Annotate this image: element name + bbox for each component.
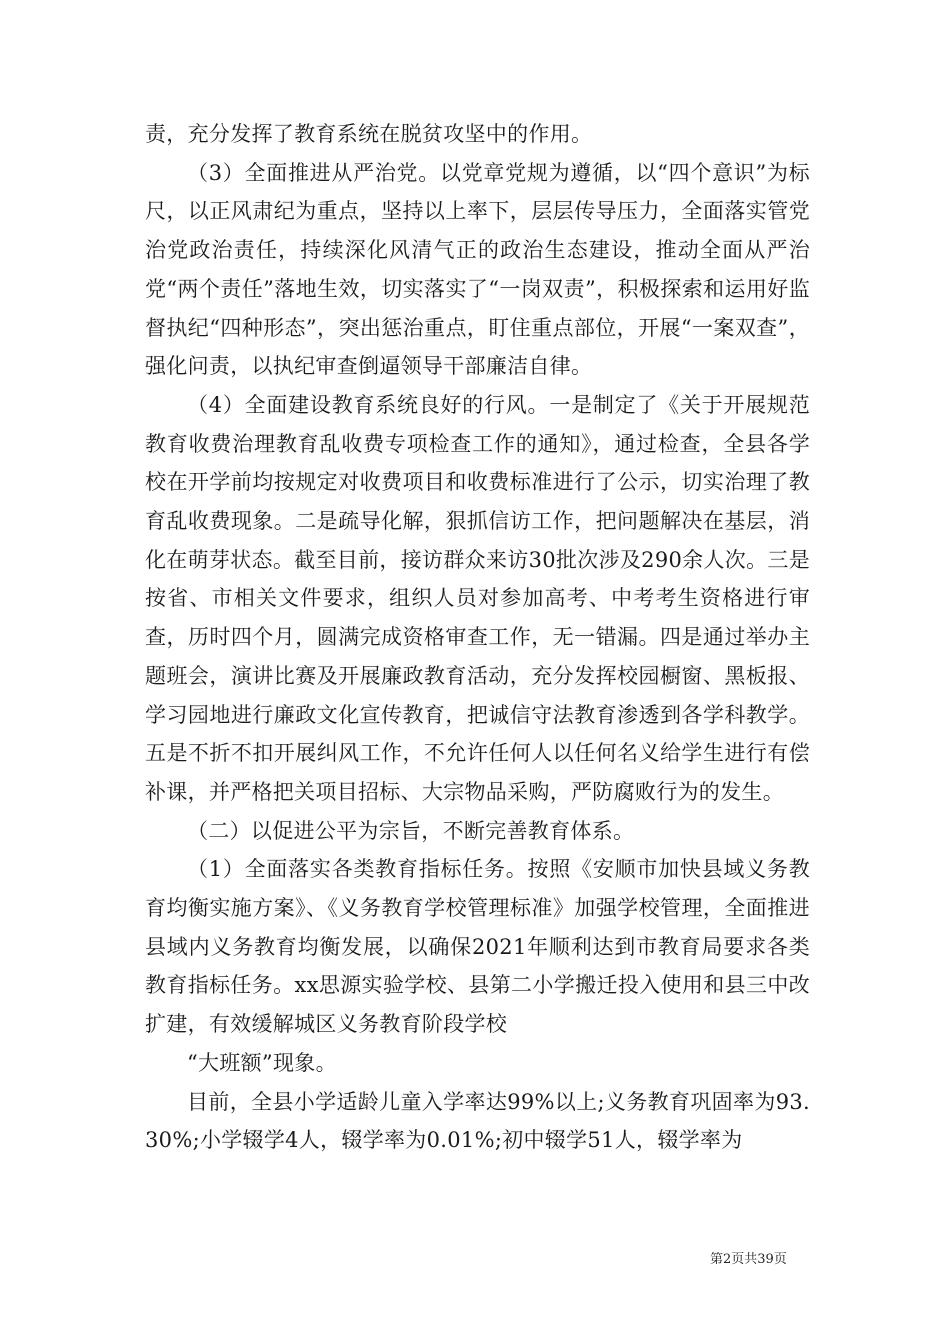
paragraph-conduct: （4）全面建设教育系统良好的行风。一是制定了《关于开展规范教育收费治理教育乱收费专项检查工作的通知》，通过检查，全县各学校在开学前均按规定对收费项目和收费标准进行了公示，切实治理了教育乱收费现象。二是疏导化解，狠抓信访工作，把问题解决在基层，消化在萌芽状态。截至目前，接访群众来访30批次涉及290余人次。三是按省、市相关文件要求，组织人员对参加高考、中考考生资格进行审查，历时四个月，圆满完成资格审查工作，无一错漏。四是通过举办主题班会，演讲比赛及开展廉政教育活动，充分发挥校园橱窗、黑板报、学习园地进行廉政文化宣传教育，把诚信守法教育渗透到各学科教学。五是不折不扣开展纠风工作，不允许任何人以任何名义给学生进行有偿补课，并严格把关项目招标、大宗物品采购，严防腐败行为的发生。 xyxy=(145,392,810,804)
paragraph-education-targets: （1）全面落实各类教育指标任务。按照《安顺市加快县域义务教育均衡实施方案》、《义务教育学校管理标准》加强学校管理，全面推进县域内义务教育均衡发展，以确保2021年顺利达到市教育局要求各类教育指标任务。xx思源实验学校、县第二小学搬迁投入使用和县三中改扩建，有效缓解城区义务教育阶段学校 xyxy=(145,857,810,1037)
page-number: 第2页共39页 xyxy=(710,1252,787,1267)
paragraph-enrollment-stats: 目前，全县小学适龄儿童入学率达99%以上;义务教育巩固率为93.30%;小学辍学4人，辍学率为0.01%;初中辍学51人，辍学率为 xyxy=(145,1089,810,1153)
document-body xyxy=(145,115,810,1160)
paragraph-continuation: 责，充分发挥了教育系统在脱贫攻坚中的作用。 xyxy=(145,122,593,146)
section-heading-equity: （二）以促进公平为宗旨，不断完善教育体系。 xyxy=(187,818,635,843)
paragraph-large-class: “大班额”现象。 xyxy=(187,1050,337,1075)
paragraph-party-discipline: （3）全面推进从严治党。以党章党规为遵循，以“四个意识”为标尺，以正风肃纪为重点，坚持以上率下，层层传导压力，全面落实管党治党政治责任，持续深化风清气正的政治生态建设，推动全面从严治党“两个责任”落地生效，切实落实了“一岗双责”，积极探索和运用好监督执纪“四种形态”，突出惩治重点，盯住重点部位，开展“一案双查”，强化问责，以执纪审查倒逼领导干部廉洁自律。 xyxy=(145,160,810,379)
